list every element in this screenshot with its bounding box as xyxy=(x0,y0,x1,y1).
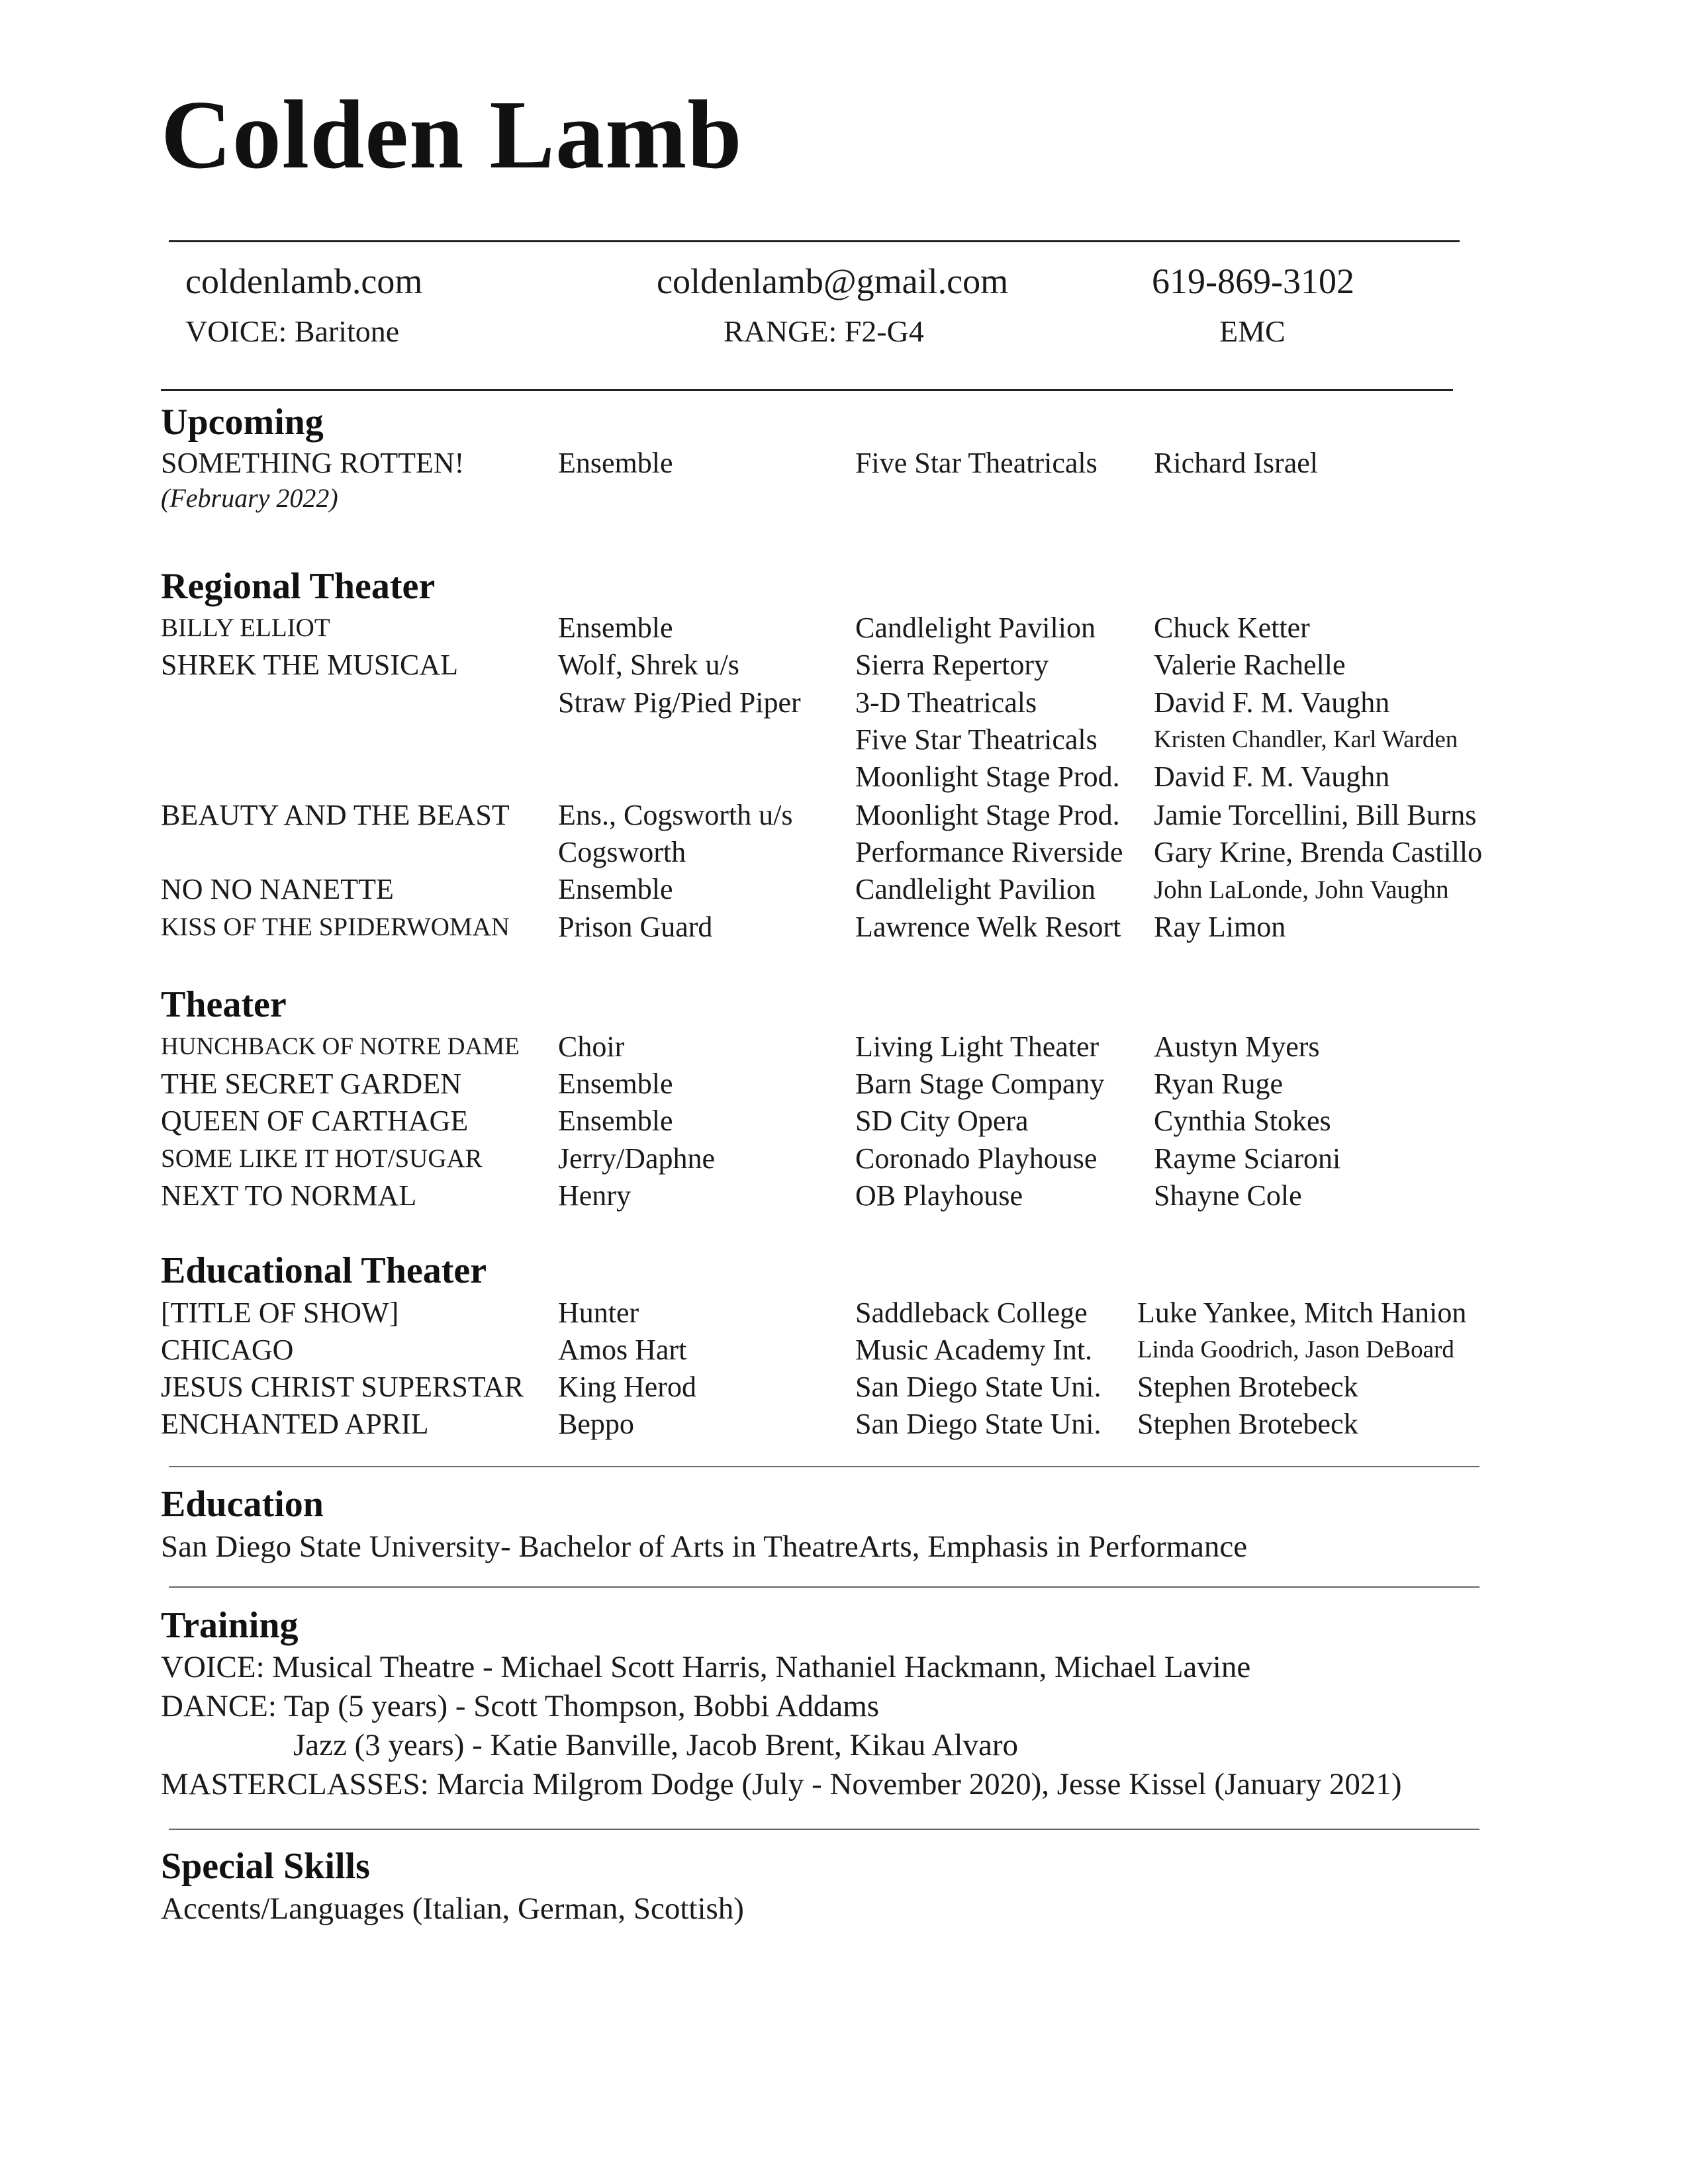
show-title: SHREK THE MUSICAL xyxy=(161,649,459,681)
header-divider-top xyxy=(169,240,1460,242)
role: Amos Hart xyxy=(558,1334,687,1366)
special-skills-text: Accents/Languages (Italian, German, Scottish) xyxy=(161,1891,744,1926)
director: Luke Yankee, Mitch Hanion xyxy=(1137,1297,1467,1329)
section-divider xyxy=(169,1586,1479,1588)
training-dance-jazz: Jazz (3 years) - Katie Banville, Jacob Brent, Kikau Alvaro xyxy=(293,1728,1018,1762)
section-heading-regional-theater: Regional Theater xyxy=(161,566,436,607)
director: Richard Israel xyxy=(1154,447,1318,479)
company: Moonlight Stage Prod. xyxy=(855,799,1120,831)
role: Ensemble xyxy=(558,447,673,479)
role: Ensemble xyxy=(558,1068,673,1100)
show-title: [TITLE OF SHOW] xyxy=(161,1297,399,1329)
contact-website: coldenlamb.com xyxy=(185,261,423,301)
role: Ensemble xyxy=(558,873,673,905)
contact-email: coldenlamb@gmail.com xyxy=(657,261,1009,301)
show-title: HUNCHBACK OF NOTRE DAME xyxy=(161,1033,520,1060)
role: Straw Pig/Pied Piper xyxy=(558,686,801,719)
director: John LaLonde, John Vaughn xyxy=(1154,876,1449,904)
role: Ensemble xyxy=(558,1105,673,1137)
company: Moonlight Stage Prod. xyxy=(855,760,1120,793)
show-title: SOME LIKE IT HOT/SUGAR xyxy=(161,1144,483,1173)
director: Valerie Rachelle xyxy=(1154,649,1346,681)
director: Ray Limon xyxy=(1154,911,1286,943)
education-degree: San Diego State University- Bachelor of Arts in TheatreArts, Emphasis in Performance xyxy=(161,1529,1248,1564)
company: Performance Riverside xyxy=(855,836,1123,868)
show-title: JESUS CHRIST SUPERSTAR xyxy=(161,1371,524,1403)
role: Ensemble xyxy=(558,612,673,644)
company: Saddleback College xyxy=(855,1297,1088,1329)
director: David F. M. Vaughn xyxy=(1154,760,1390,793)
vocal-range: RANGE: F2-G4 xyxy=(724,314,924,348)
upcoming-date-note: (February 2022) xyxy=(161,483,338,513)
show-title: ENCHANTED APRIL xyxy=(161,1408,429,1440)
company: Coronado Playhouse xyxy=(855,1142,1098,1175)
role: Choir xyxy=(558,1030,625,1063)
role: Cogsworth xyxy=(558,836,686,868)
role: Wolf, Shrek u/s xyxy=(558,649,739,681)
director: Jamie Torcellini, Bill Burns xyxy=(1154,799,1477,831)
section-heading-educational-theater: Educational Theater xyxy=(161,1250,487,1291)
company: San Diego State Uni. xyxy=(855,1408,1102,1440)
section-heading-special-skills: Special Skills xyxy=(161,1846,370,1887)
show-title: BILLY ELLIOT xyxy=(161,614,330,642)
director: Cynthia Stokes xyxy=(1154,1105,1331,1137)
show-title: CHICAGO xyxy=(161,1334,294,1366)
union-status: EMC xyxy=(1219,314,1286,348)
company: Living Light Theater xyxy=(855,1030,1100,1063)
director: Linda Goodrich, Jason DeBoard xyxy=(1137,1336,1454,1363)
applicant-name: Colden Lamb xyxy=(161,81,743,189)
director: Ryan Ruge xyxy=(1154,1068,1283,1100)
company: OB Playhouse xyxy=(855,1179,1023,1212)
director: Gary Krine, Brenda Castillo xyxy=(1154,836,1483,868)
show-title: KISS OF THE SPIDERWOMAN xyxy=(161,913,510,941)
show-title: NEXT TO NORMAL xyxy=(161,1179,417,1212)
role: Beppo xyxy=(558,1408,634,1440)
company: Sierra Repertory xyxy=(855,649,1049,681)
company: San Diego State Uni. xyxy=(855,1371,1102,1403)
section-divider xyxy=(169,1466,1479,1467)
training-masterclasses: MASTERCLASSES: Marcia Milgrom Dodge (July - November 2020), Jesse Kissel (January 2021) xyxy=(161,1767,1402,1801)
company: Five Star Theatricals xyxy=(855,447,1098,479)
company: Music Academy Int. xyxy=(855,1334,1093,1366)
section-heading-theater: Theater xyxy=(161,984,287,1025)
director: Chuck Ketter xyxy=(1154,612,1310,644)
show-title: NO NO NANETTE xyxy=(161,873,394,905)
company: Lawrence Welk Resort xyxy=(855,911,1121,943)
show-title: SOMETHING ROTTEN! xyxy=(161,447,465,479)
voice-type: VOICE: Baritone xyxy=(185,314,400,348)
director: Stephen Brotebeck xyxy=(1137,1408,1358,1440)
role: Henry xyxy=(558,1179,631,1212)
section-heading-training: Training xyxy=(161,1605,299,1646)
company: Candlelight Pavilion xyxy=(855,873,1096,905)
company: Five Star Theatricals xyxy=(855,723,1098,756)
role: Jerry/Daphne xyxy=(558,1142,716,1175)
role: Ens., Cogsworth u/s xyxy=(558,799,793,831)
show-title: QUEEN OF CARTHAGE xyxy=(161,1105,469,1137)
director: Stephen Brotebeck xyxy=(1137,1371,1358,1403)
show-title: BEAUTY AND THE BEAST xyxy=(161,799,510,831)
company: SD City Opera xyxy=(855,1105,1029,1137)
director: Shayne Cole xyxy=(1154,1179,1302,1212)
director: Rayme Sciaroni xyxy=(1154,1142,1341,1175)
company: 3-D Theatricals xyxy=(855,686,1037,719)
director: David F. M. Vaughn xyxy=(1154,686,1390,719)
training-voice: VOICE: Musical Theatre - Michael Scott Harris, Nathaniel Hackmann, Michael Lavine xyxy=(161,1650,1251,1684)
section-heading-upcoming: Upcoming xyxy=(161,402,324,443)
role: King Herod xyxy=(558,1371,696,1403)
header-divider-bottom xyxy=(161,389,1453,391)
company: Candlelight Pavilion xyxy=(855,612,1096,644)
training-dance-tap: DANCE: Tap (5 years) - Scott Thompson, Bobbi Addams xyxy=(161,1689,880,1723)
director: Kristen Chandler, Karl Warden xyxy=(1154,726,1458,753)
contact-phone: 619-869-3102 xyxy=(1152,261,1354,301)
role: Prison Guard xyxy=(558,911,713,943)
role: Hunter xyxy=(558,1297,639,1329)
director: Austyn Myers xyxy=(1154,1030,1320,1063)
company: Barn Stage Company xyxy=(855,1068,1105,1100)
section-heading-education: Education xyxy=(161,1484,324,1525)
show-title: THE SECRET GARDEN xyxy=(161,1068,461,1100)
section-divider xyxy=(169,1829,1479,1830)
